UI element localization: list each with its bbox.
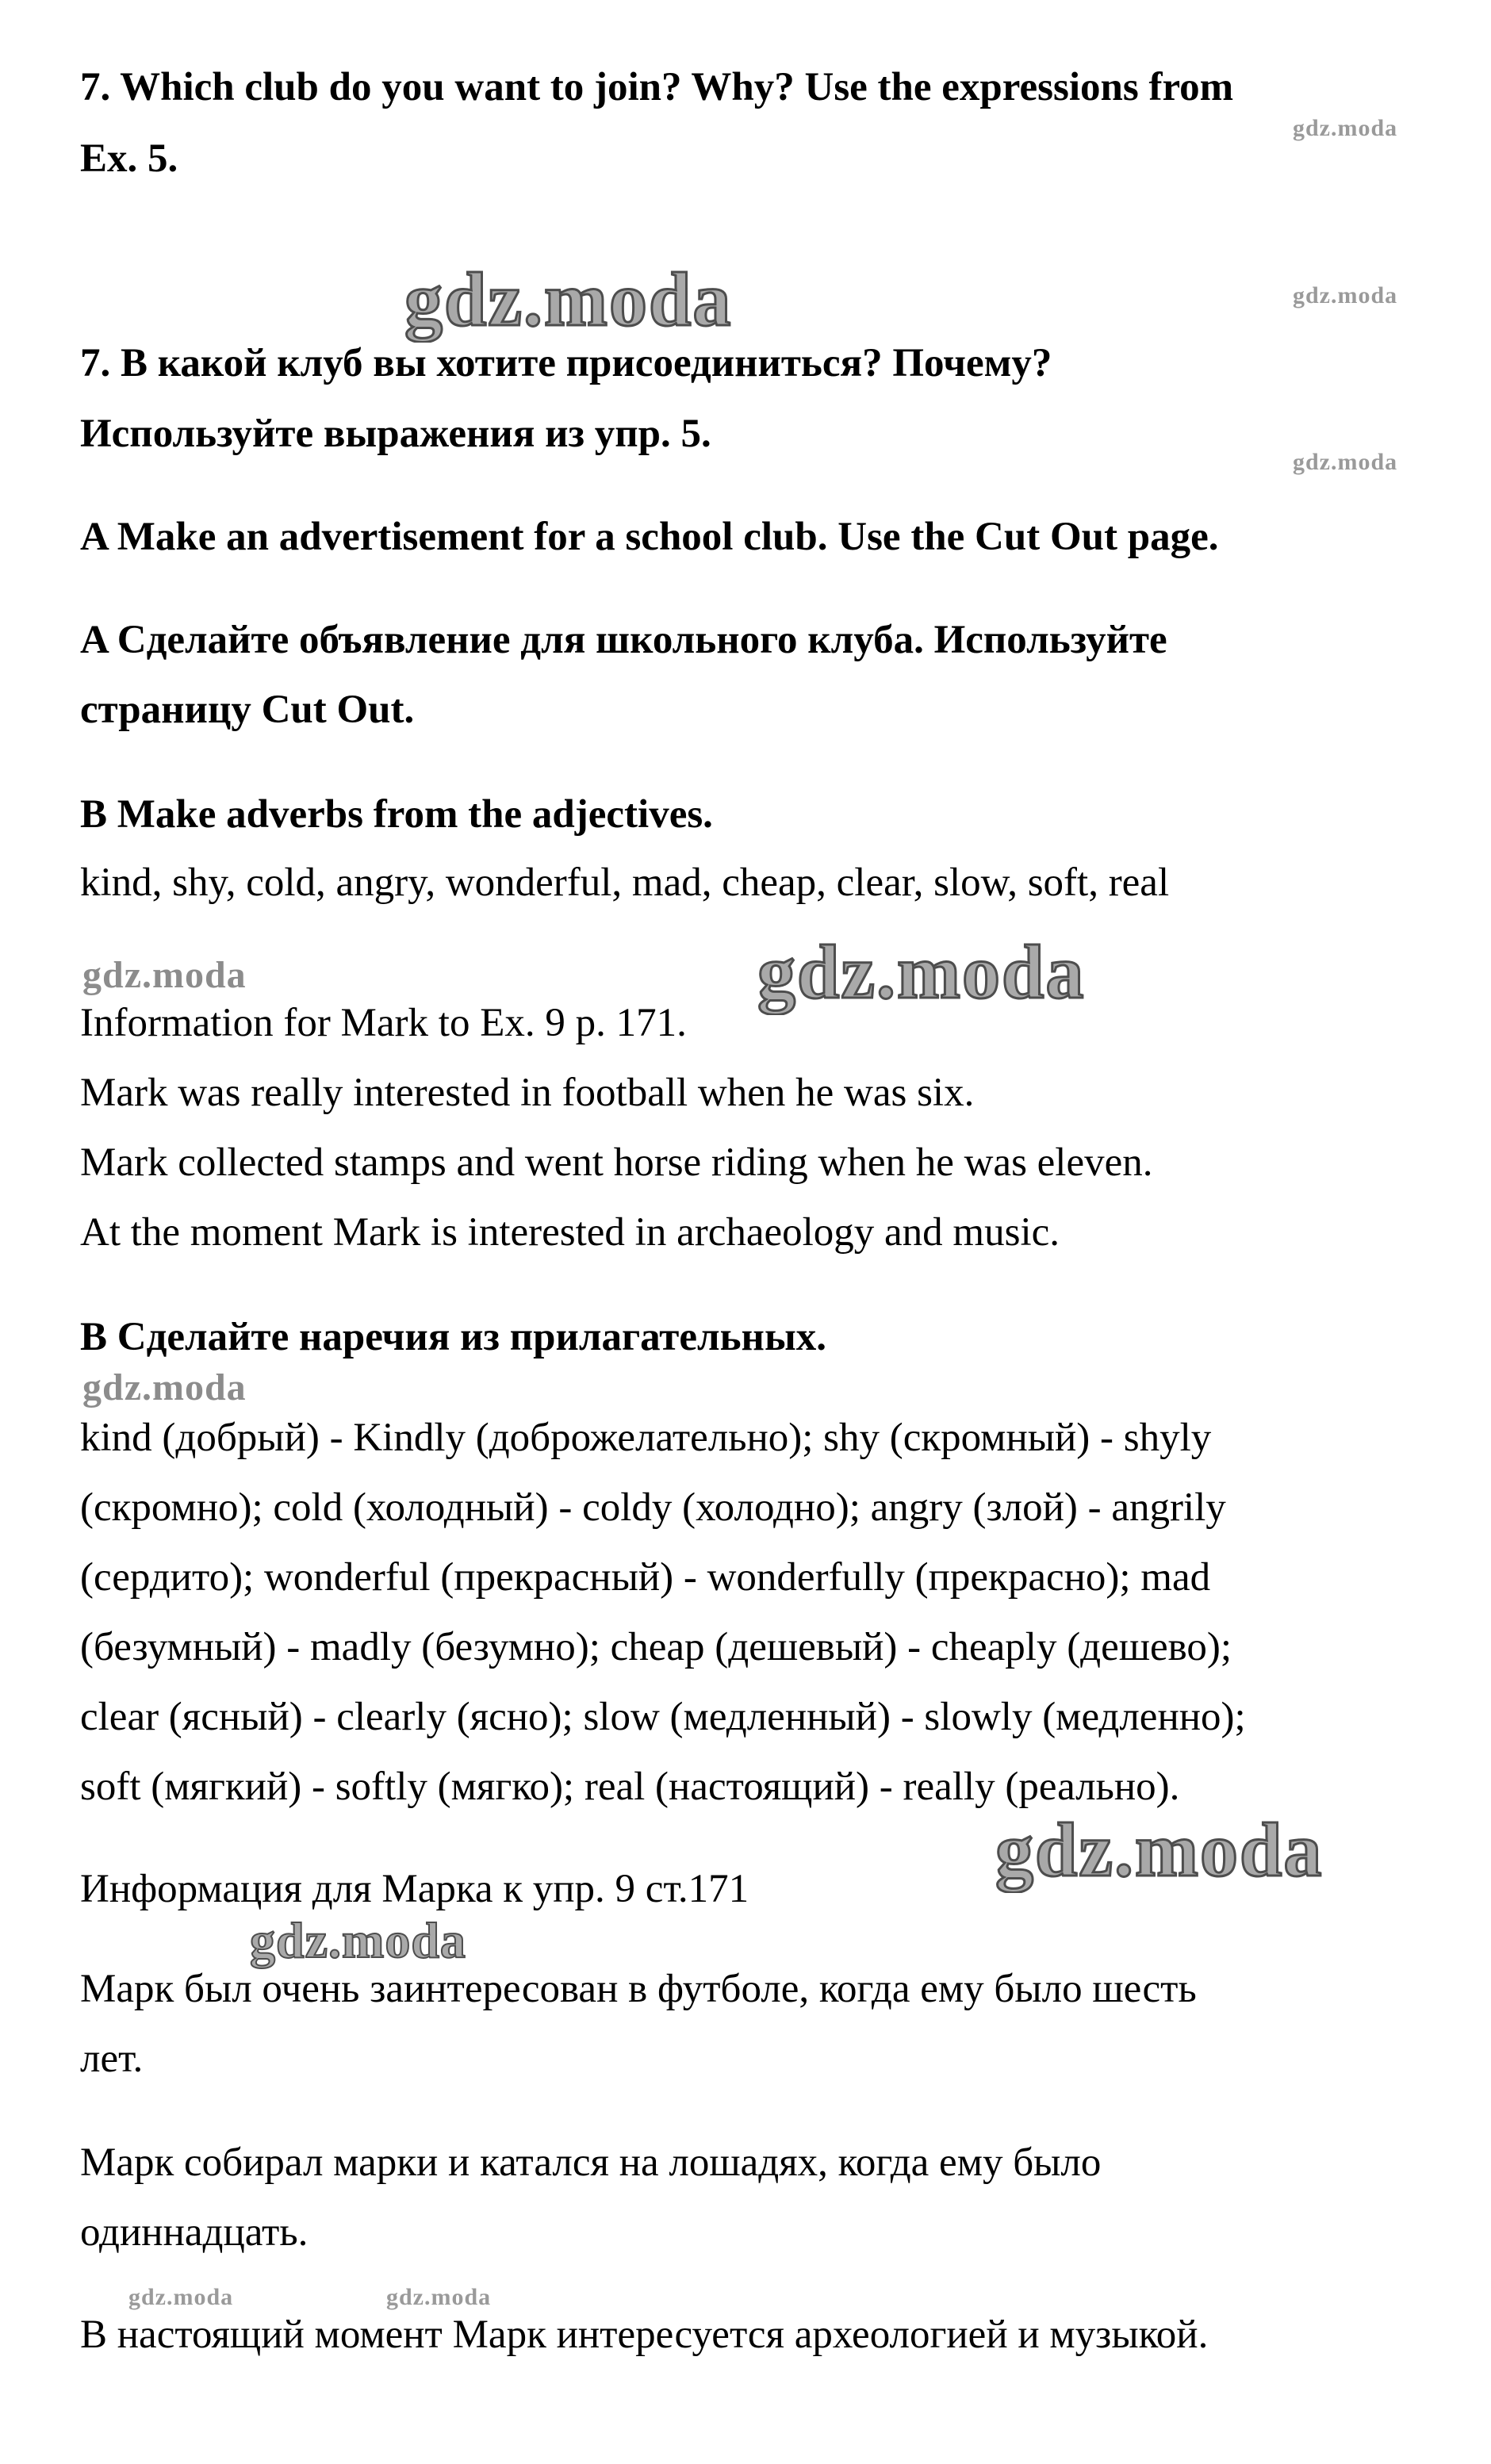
mark-ru-p2-line1: Марк собирал марки и катался на лошадях, когда ему было xyxy=(80,2140,1102,2185)
watermark-logo: gdz.moda xyxy=(82,954,247,996)
watermark-logo: gdz.moda xyxy=(1293,449,1398,475)
exB-ru-line: (сердито); wonderful (прекрасный) - wonderfully (прекрасно); mad xyxy=(80,1555,1211,1600)
mark-ru-p3: В настоящий момент Марк интересуется археологией и музыкой. xyxy=(80,2313,1209,2357)
exB-ru-line: soft (мягкий) - softly (мягко); real (настоящий) - really (реально). xyxy=(80,1765,1180,1809)
exA-en: A Make an advertisement for a school club. Use the Cut Out page. xyxy=(80,515,1219,559)
exB-ru-title: B Сделайте наречия из прилагательных. xyxy=(80,1315,827,1359)
watermark-logo: gdz.moda xyxy=(1293,115,1398,141)
exA-ru-line2: страницу Cut Out. xyxy=(80,688,415,732)
ex7-en-line1: 7. Which club do you want to join? Why? Use the expressions from xyxy=(80,65,1234,109)
watermark-logo: gdz.moda xyxy=(757,929,1086,1014)
ex7-en-line2: Ex. 5. xyxy=(80,136,178,181)
watermark-logo: gdz.moda xyxy=(128,2284,234,2310)
exB-en-words: kind, shy, cold, angry, wonderful, mad, cheap, clear, slow, soft, real xyxy=(80,860,1170,905)
exB-ru-line: (скромно); cold (холодный) - coldy (холодно); angry (злой) - angrily xyxy=(80,1485,1226,1530)
mark-en-line: Mark collected stamps and went horse riding when he was eleven. xyxy=(80,1140,1153,1185)
watermark-logo: gdz.moda xyxy=(82,1366,247,1408)
mark-ru-heading: Информация для Марка к упр. 9 ст.171 xyxy=(80,1867,749,1911)
watermark-logo: gdz.moda xyxy=(386,2284,492,2310)
mark-en-heading: Information for Mark to Ex. 9 p. 171. xyxy=(80,1001,687,1045)
exB-ru-line: clear (ясный) - clearly (ясно); slow (медленный) - slowly (медленно); xyxy=(80,1695,1246,1739)
exB-ru-line: kind (добрый) - Kindly (доброжелательно); shy (скромный) - shyly xyxy=(80,1416,1212,1460)
exB-ru-line: (безумный) - madly (безумно); cheap (дешевый) - cheaply (дешево); xyxy=(80,1625,1232,1669)
watermark-logo: gdz.moda xyxy=(995,1807,1324,1892)
mark-en-line: Mark was really interested in football when he was six. xyxy=(80,1071,975,1115)
mark-ru-p1-line1: Марк был очень заинтересован в футболе, когда ему было шесть xyxy=(80,1967,1197,2011)
exA-ru-line1: A Сделайте объявление для школьного клуба. Используйте xyxy=(80,618,1167,662)
watermark-logo: gdz.moda xyxy=(1293,282,1398,308)
mark-en-line: At the moment Mark is interested in archaeology and music. xyxy=(80,1210,1060,1255)
watermark-logo: gdz.moda xyxy=(250,1912,466,1968)
mark-ru-p2-line2: одиннадцать. xyxy=(80,2210,309,2255)
watermark-logo: gdz.moda xyxy=(404,257,733,342)
ex7-ru-line2: Используйте выражения из упр. 5. xyxy=(80,412,711,456)
exB-en-title: B Make adverbs from the adjectives. xyxy=(80,792,713,837)
ex7-ru-line1: 7. В какой клуб вы хотите присоединиться? Почему? xyxy=(80,341,1052,385)
mark-ru-p1-line2: лет. xyxy=(80,2037,144,2081)
